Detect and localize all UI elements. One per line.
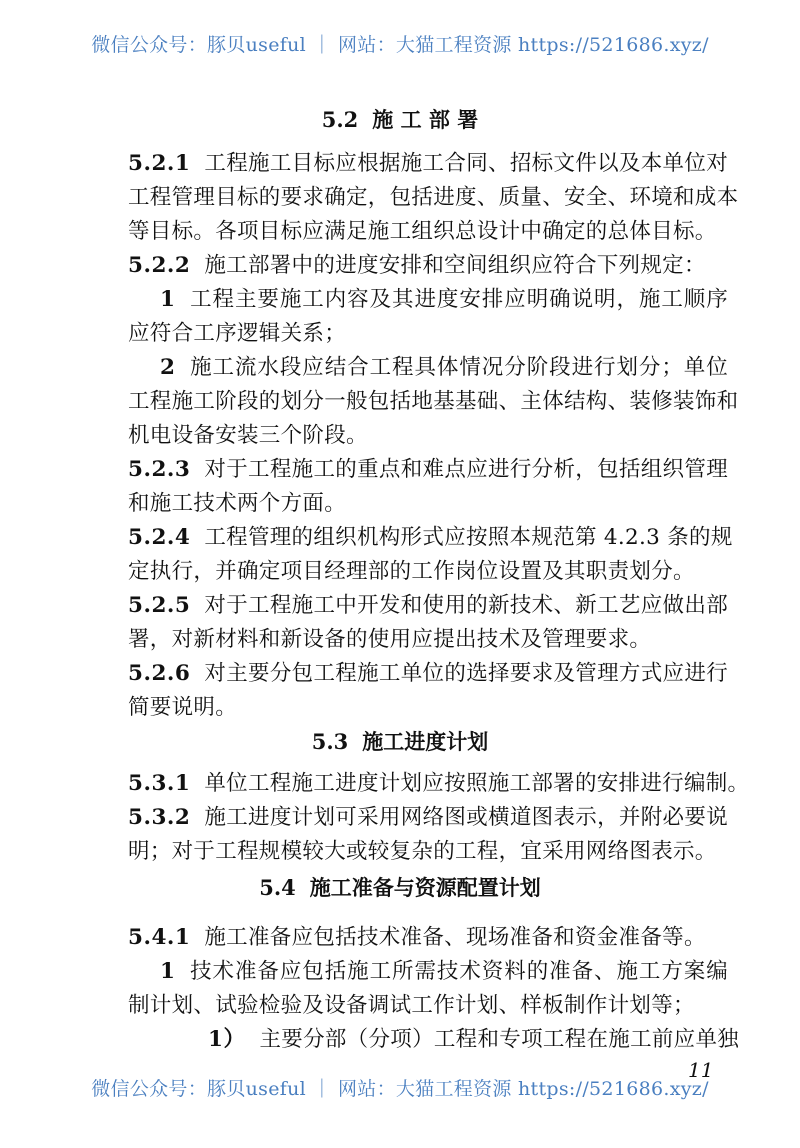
clause-text: 单位工程施工进度计划应按照施工部署的安排进行编制。 (204, 771, 750, 796)
clause-number: 5.2.1 (128, 151, 191, 176)
clause-5-2-1-line-2 (128, 181, 739, 215)
item-number: 2 (160, 355, 176, 380)
clause-5-2-3-line-2 (128, 487, 728, 521)
clause-5-3-1 (128, 767, 750, 801)
clause-5-2-4-line-2 (128, 555, 728, 589)
item-text: 技术准备应包括施工所需技术资料的准备、施工方案编 (189, 959, 728, 984)
subitem-number: 1） (208, 1027, 246, 1052)
clause-5-2-5-line-1 (128, 589, 728, 623)
subitem-5-4-1-1-1 (208, 1023, 740, 1057)
section-title: 施工准备与资源配置计划 (309, 875, 541, 900)
clause-text: 工程管理目标的要求确定，包括进度、质量、安全、环境和成本 (128, 185, 739, 210)
clause-text: 施工进度计划可采用网络图或横道图表示，并附必要说 (204, 805, 728, 830)
clause-5-2-3-line-1 (128, 453, 728, 487)
clause-text: 施工准备应包括技术准备、现场准备和资金准备等。 (204, 925, 706, 950)
clause-number: 5.2.2 (128, 253, 191, 278)
clause-text: 和施工技术两个方面。 (128, 491, 347, 516)
clause-text: 施工部署中的进度安排和空间组织应符合下列规定： (204, 253, 706, 278)
section-number: 5.3 (311, 729, 349, 754)
clause-5-4-1 (128, 921, 728, 955)
item-5-2-2-2-line-2 (128, 385, 739, 419)
clause-text: 工程施工目标应根据施工合同、招标文件以及本单位对 (204, 151, 728, 176)
clause-text: 署，对新材料和新设备的使用应提出技术及管理要求。 (128, 627, 652, 652)
section-number: 5.4 (259, 875, 296, 900)
clause-text: 简要说明。 (128, 695, 238, 720)
clause-text: 定执行，并确定项目经理部的工作岗位设置及其职责划分。 (128, 559, 695, 584)
clause-number: 5.4.1 (128, 925, 191, 950)
clause-5-2-1-line-3 (128, 215, 728, 249)
item-number: 1 (160, 959, 176, 984)
item-number: 1 (160, 287, 176, 312)
item-text: 工程主要施工内容及其进度安排应明确说明，施工顺序 (189, 287, 728, 312)
item-5-4-1-1-line-1 (160, 955, 728, 989)
item-5-2-2-1-line-2 (128, 317, 728, 351)
subitem-text: 主要分部（分项）工程和专项工程在施工前应单独 (259, 1027, 740, 1052)
clause-text: 明；对于工程规模较大或较复杂的工程，宜采用网络图表示。 (128, 839, 717, 864)
clause-number: 5.3.1 (128, 771, 191, 796)
clause-number: 5.2.6 (128, 661, 191, 686)
clause-5-2-2 (128, 249, 728, 283)
item-text: 应符合工序逻辑关系； (128, 321, 347, 346)
item-5-2-2-2-line-3 (128, 419, 728, 453)
section-number: 5.2 (321, 107, 359, 132)
clause-text: 对主要分包工程施工单位的选择要求及管理方式应进行 (204, 661, 728, 686)
item-text: 工程施工阶段的划分一般包括地基基础、主体结构、装修装饰和 (128, 389, 739, 414)
item-text: 机电设备安装三个阶段。 (128, 423, 368, 448)
page-number: 11 (688, 1058, 714, 1082)
clause-text: 工程管理的组织机构形式应按照本规范第 4.2.3 条的规 (204, 525, 733, 550)
item-text: 制计划、试验检验及设备调试工作计划、样板制作计划等； (128, 993, 695, 1018)
section-heading-5-2 (0, 104, 800, 134)
clause-text: 对于工程施工中开发和使用的新技术、新工艺应做出部 (204, 593, 728, 618)
item-5-2-2-1-line-1 (160, 283, 728, 317)
clause-number: 5.3.2 (128, 805, 191, 830)
section-heading-5-4 (0, 872, 800, 902)
clause-5-2-6-line-2 (128, 691, 728, 725)
item-5-2-2-2-line-1 (160, 351, 728, 385)
clause-number: 5.2.4 (128, 525, 191, 550)
section-title: 施 工 部 署 (372, 107, 479, 132)
item-text: 施工流水段应结合工程具体情况分阶段进行划分；单位 (189, 355, 728, 380)
clause-5-3-2-line-2 (128, 835, 728, 869)
clause-text: 对于工程施工的重点和难点应进行分析，包括组织管理 (204, 457, 728, 482)
watermark-bottom: 微信公众号：豚贝useful ｜ 网站：大猫工程资源 https://521686.xyz/ (91, 1078, 709, 1100)
clause-5-2-1-line-1 (128, 147, 728, 181)
clause-number: 5.2.5 (128, 593, 191, 618)
section-heading-5-3 (0, 726, 800, 756)
section-title: 施工进度计划 (362, 729, 489, 754)
clause-5-2-4-line-1 (128, 521, 733, 555)
clause-5-2-6-line-1 (128, 657, 728, 691)
clause-5-3-2-line-1 (128, 801, 728, 835)
watermark-top: 微信公众号：豚贝useful ｜ 网站：大猫工程资源 https://521686.xyz/ (91, 34, 709, 56)
clause-number: 5.2.3 (128, 457, 191, 482)
clause-5-2-5-line-2 (128, 623, 728, 657)
clause-text: 等目标。各项目标应满足施工组织总设计中确定的总体目标。 (128, 219, 717, 244)
item-5-4-1-1-line-2 (128, 989, 728, 1023)
